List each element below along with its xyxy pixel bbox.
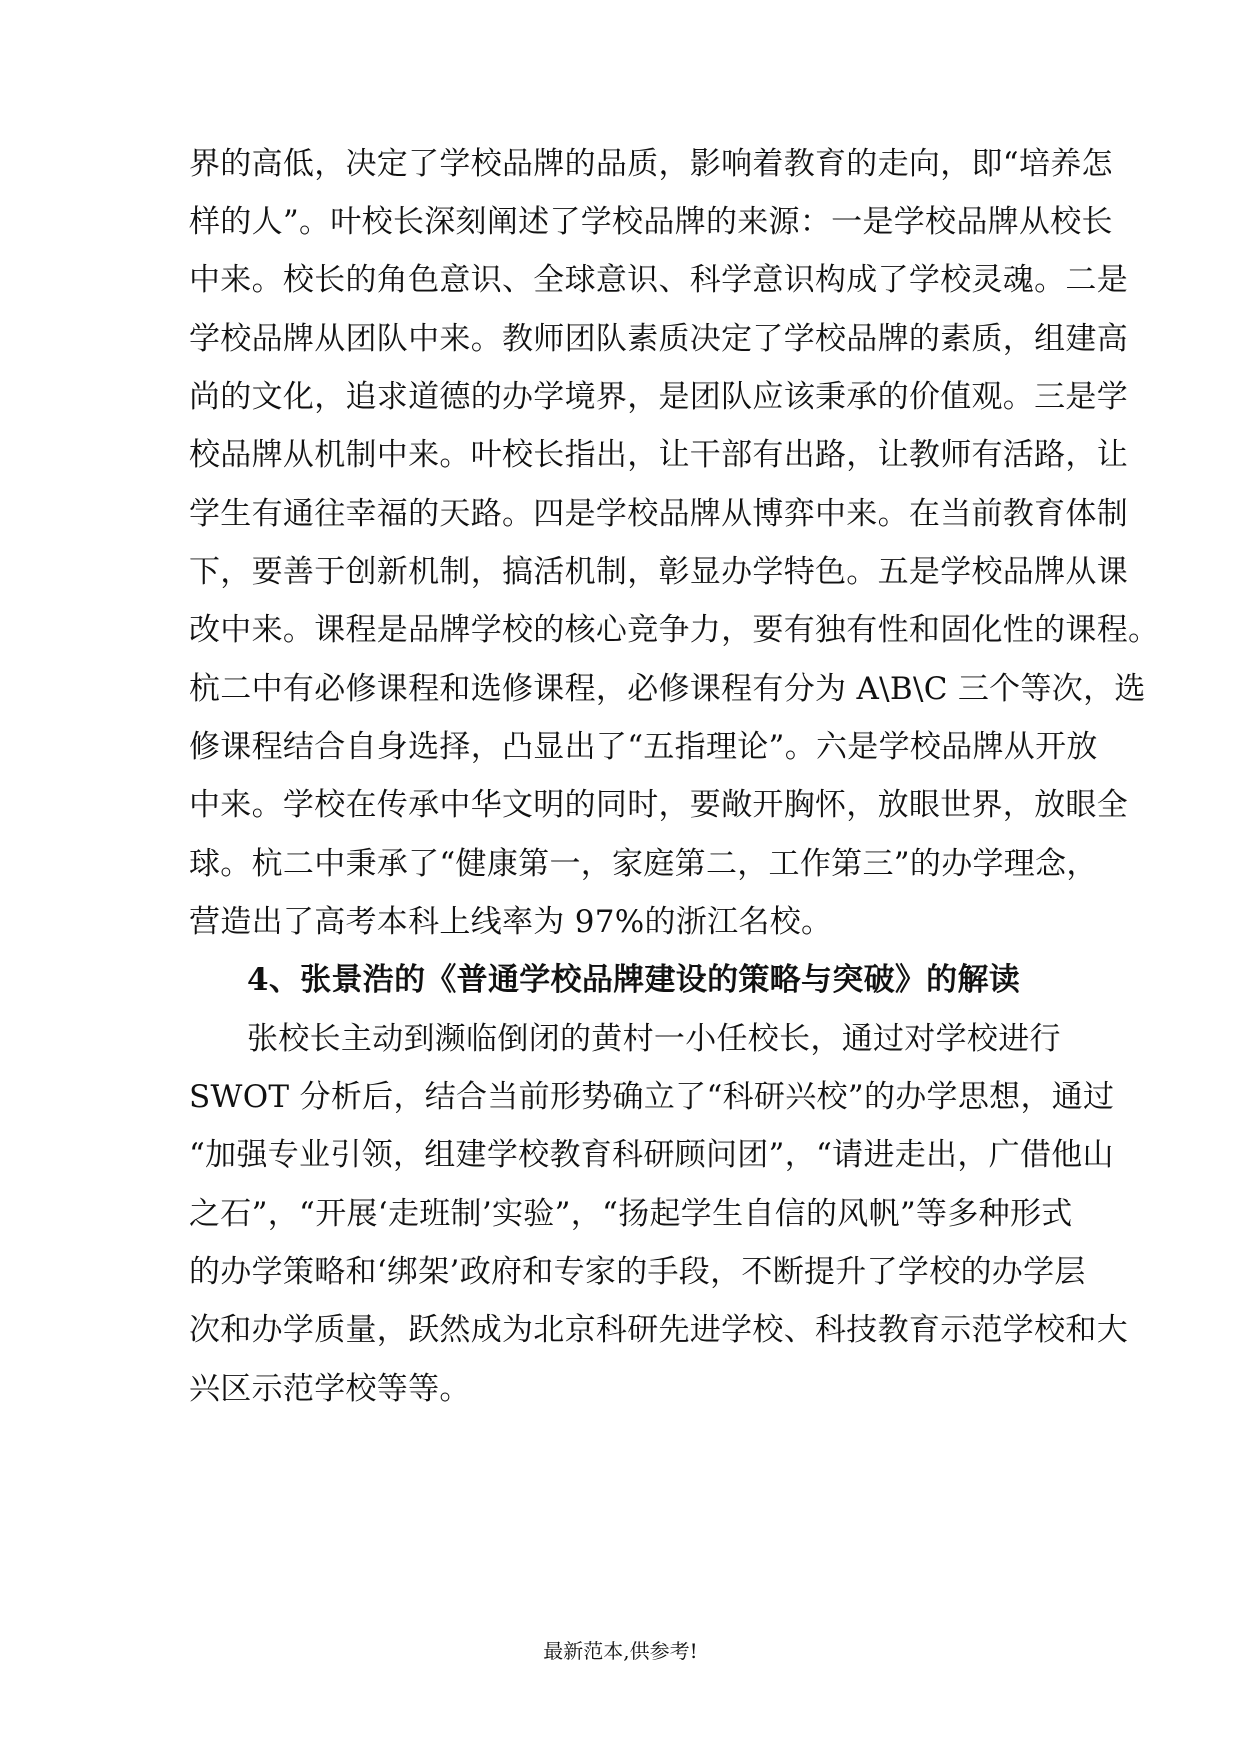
section-heading: 4、张景浩的《普通学校品牌建设的策略与突破》的解读	[247, 962, 1021, 998]
paragraph-2-line-1: 张校长主动到濒临倒闭的黄村一小任校长，通过对学校进行	[247, 1021, 1061, 1057]
paragraph-1-line-13: 球。杭二中秉承了“健康第一，家庭第二，工作第三”的办学理念，	[189, 846, 1098, 882]
paragraph-1-line-9: 改中来。课程是品牌学校的核心竞争力，要有独有性和固化性的课程。	[189, 612, 1160, 648]
paragraph-1-line-10: 杭二中有必修课程和选修课程，必修课程有分为 A\B\C 三个等次，选	[189, 671, 1146, 707]
paragraph-1-line-11: 修课程结合自身选择，凸显出了“五指理论”。六是学校品牌从开放	[189, 729, 1098, 765]
paragraph-1-line-2: 样的人”。叶校长深刻阐述了学校品牌的来源：一是学校品牌从校长	[189, 204, 1113, 240]
paragraph-1-line-7: 学生有通往幸福的天路。四是学校品牌从博弈中来。在当前教育体制	[189, 496, 1128, 532]
paragraph-1-line-5: 尚的文化，追求道德的办学境界，是团队应该秉承的价值观。三是学	[189, 379, 1128, 415]
paragraph-2-line-7: 兴区示范学校等等。	[189, 1371, 471, 1407]
paragraph-1-line-3: 中来。校长的角色意识、全球意识、科学意识构成了学校灵魂。二是	[189, 262, 1128, 298]
paragraph-2-line-6: 次和办学质量，跃然成为北京科研先进学校、科技教育示范学校和大	[189, 1312, 1128, 1348]
paragraph-1-line-12: 中来。学校在传承中华文明的同时，要敞开胸怀，放眼世界，放眼全	[189, 787, 1128, 823]
paragraph-1-line-4: 学校品牌从团队中来。教师团队素质决定了学校品牌的素质，组建高	[189, 321, 1128, 357]
paragraph-2-line-4: 之石”，“开展‘走班制’实验”，“扬起学生自信的风帆”等多种形式	[189, 1196, 1073, 1232]
paragraph-1-line-14: 营造出了高考本科上线率为 97%的浙江名校。	[189, 904, 833, 940]
paragraph-2-line-2: SWOT 分析后，结合当前形势确立了“科研兴校”的办学思想，通过	[189, 1079, 1115, 1115]
paragraph-1-line-6: 校品牌从机制中来。叶校长指出，让干部有出路，让教师有活路，让	[189, 437, 1128, 473]
paragraph-2-line-5: 的办学策略和‘绑架’政府和专家的手段，不断提升了学校的办学层	[189, 1254, 1086, 1290]
paragraph-2-line-3: “加强专业引领，组建学校教育科研顾问团”，“请进走出，广借他山	[189, 1137, 1114, 1173]
paragraph-1-line-8: 下，要善于创新机制，搞活机制，彰显办学特色。五是学校品牌从课	[189, 554, 1128, 590]
page-footer: 最新范本,供参考!	[543, 1639, 698, 1663]
paragraph-1-line-1: 界的高低，决定了学校品牌的品质，影响着教育的走向，即“培养怎	[189, 146, 1113, 182]
